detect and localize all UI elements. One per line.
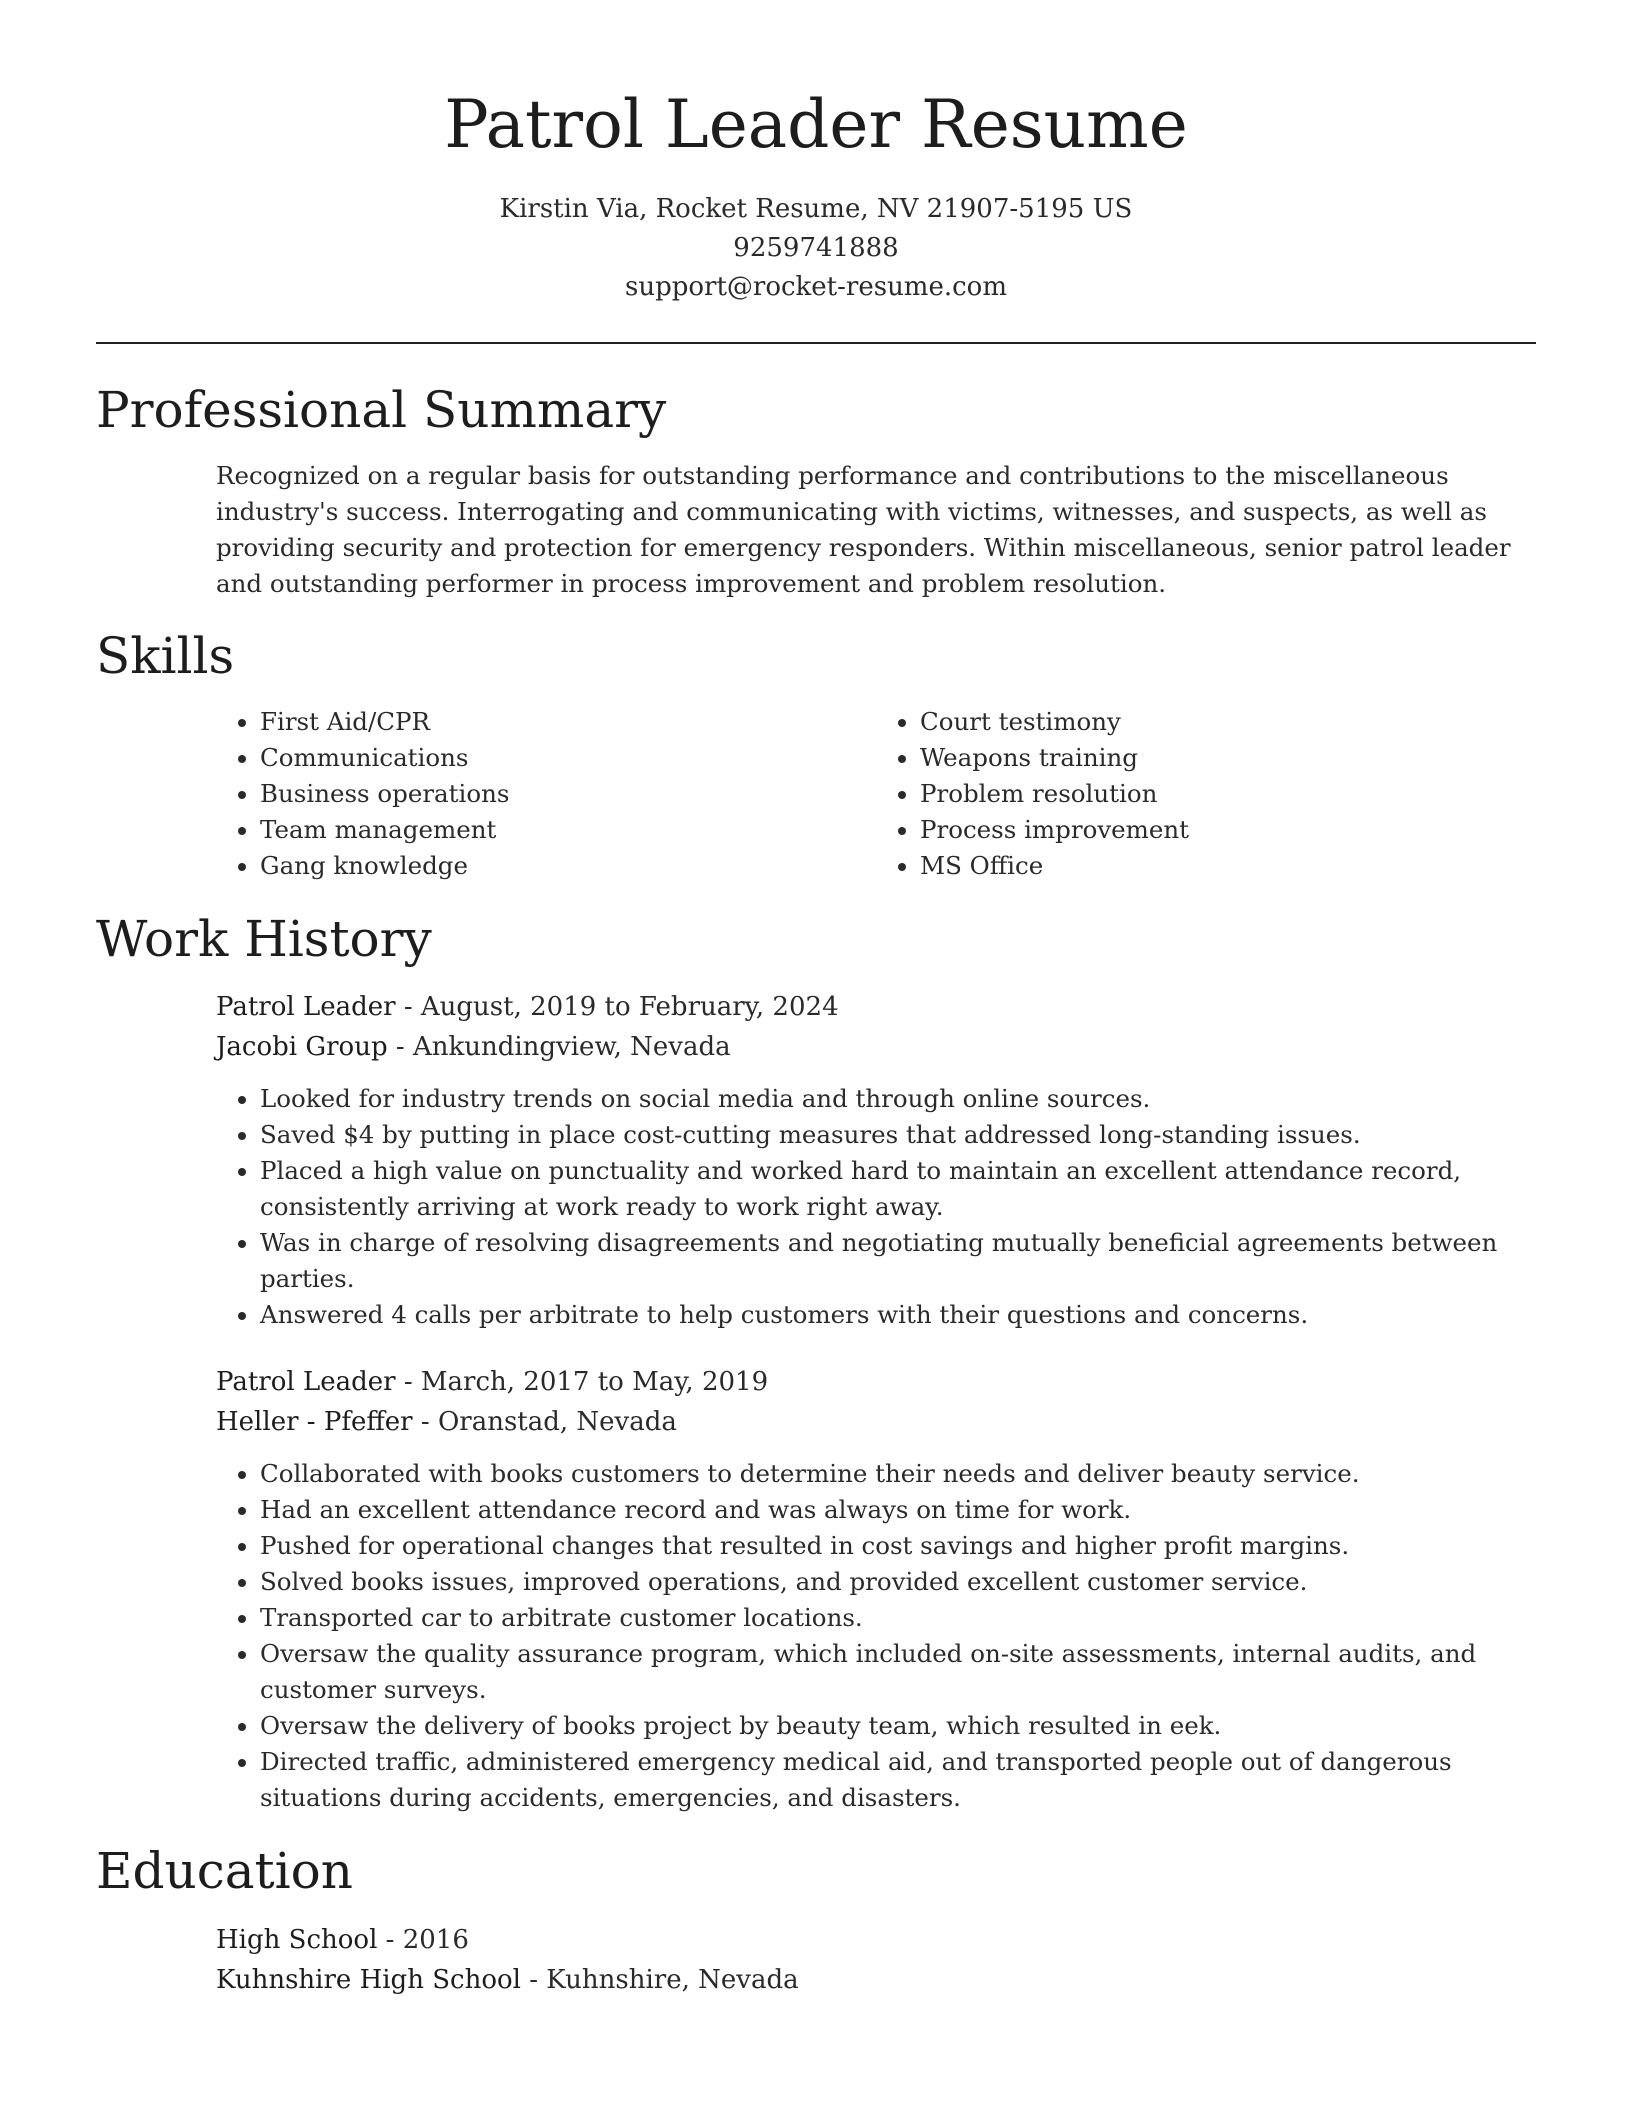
job-bullet: • Answered 4 calls per arbitrate to help customers with their questions and concerns. (260, 1297, 1536, 1333)
summary-text: Recognized on a regular basis for outstanding performance and contributions to the miscellaneous industry's success. Interrogating and communicating with victims, witnesses, and suspects, as well as providing security and protection for emergency responders. Within miscellaneous, senior patrol leader and outstanding performer in process improvement and problem resolution. (216, 461, 1511, 598)
skill-item: • Gang knowledge (260, 848, 876, 884)
job-bullet: • Directed traffic, administered emergency medical aid, and transported people out of dangerous situations during accidents, emergencies, and disasters. (260, 1744, 1536, 1816)
job-bullet: • Collaborated with books customers to determine their needs and deliver beauty service. (260, 1456, 1536, 1492)
separator: - (412, 1407, 438, 1437)
resume-header (96, 80, 1536, 307)
education-degree: High School (216, 1925, 378, 1955)
job-title-line (216, 987, 1536, 1027)
skill-item: • Communications (260, 740, 876, 776)
job-bullet: • Looked for industry trends on social media and through online sources. (260, 1081, 1536, 1117)
job-bullet: • Was in charge of resolving disagreements and negotiating mutually beneficial agreements between parties. (260, 1225, 1536, 1297)
job-bullet: • Oversaw the quality assurance program, which included on-site assessments, internal audits, and customer surveys. (260, 1636, 1536, 1708)
education-location: Kuhnshire, Nevada (546, 1965, 799, 1995)
separator: - (395, 1367, 421, 1397)
education-year: 2016 (402, 1925, 469, 1955)
job-company: Jacobi Group (216, 1032, 388, 1062)
skill-item: • Weapons training (920, 740, 1536, 776)
skills-list-right (876, 704, 1536, 884)
resume-title: Patrol Leader Resume (444, 86, 1188, 163)
job-bullet: • Solved books issues, improved operations, and provided excellent customer service. (260, 1564, 1536, 1600)
summary-heading: Professional Summary (96, 381, 667, 439)
skill-item: • Problem resolution (920, 776, 1536, 812)
separator: - (395, 992, 421, 1022)
job-entry-1 (216, 987, 1536, 1333)
education-section (216, 1920, 1536, 2000)
job-bullet: • Had an excellent attendance record and was always on time for work. (260, 1492, 1536, 1528)
skill-item: • Court testimony (920, 704, 1536, 740)
education-degree-line (216, 1920, 1536, 1960)
job-entry-2 (216, 1362, 1536, 1816)
skill-item: • First Aid/CPR (260, 704, 876, 740)
job-title: Patrol Leader (216, 992, 396, 1022)
job-bullet: • Saved $4 by putting in place cost-cutting measures that addressed long-standing issues. (260, 1117, 1536, 1153)
job-dates: August, 2019 to February, 2024 (420, 992, 839, 1022)
separator: - (377, 1925, 403, 1955)
job-bullet: • Transported car to arbitrate customer locations. (260, 1600, 1536, 1636)
job-bullets (216, 1081, 1536, 1333)
skill-item: • Team management (260, 812, 876, 848)
work-history-heading: Work History (96, 910, 432, 968)
job-location: Ankundingview, Nevada (412, 1032, 731, 1062)
contact-phone: 9259741888 (733, 233, 899, 263)
skill-item: • Business operations (260, 776, 876, 812)
skill-item: • Process improvement (920, 812, 1536, 848)
job-company-line (216, 1027, 1536, 1067)
separator: - (387, 1032, 413, 1062)
skill-item: • MS Office (920, 848, 1536, 884)
skills-columns (216, 704, 1536, 884)
education-school: Kuhnshire High School (216, 1965, 521, 1995)
job-bullet: • Oversaw the delivery of books project by beauty team, which resulted in eek. (260, 1708, 1536, 1744)
education-school-line (216, 1960, 1536, 2000)
contact-info (96, 190, 1536, 307)
job-company-line (216, 1402, 1536, 1442)
header-divider (96, 342, 1536, 344)
job-dates: March, 2017 to May, 2019 (420, 1367, 769, 1397)
education-heading: Education (96, 1842, 353, 1900)
job-title-line (216, 1362, 1536, 1402)
contact-email: support@rocket-resume.com (624, 272, 1007, 302)
separator: - (520, 1965, 547, 1995)
job-bullet: • Pushed for operational changes that resulted in cost savings and higher profit margins. (260, 1528, 1536, 1564)
contact-address: Kirstin Via, Rocket Resume, NV 21907-5195 US (499, 194, 1133, 224)
skills-heading: Skills (96, 627, 235, 685)
job-bullets (216, 1456, 1536, 1816)
job-title: Patrol Leader (216, 1367, 396, 1397)
summary-section (216, 458, 1536, 602)
skills-list-left (216, 704, 876, 884)
job-bullet: • Placed a high value on punctuality and worked hard to maintain an excellent attendance record, consistently arriving at work ready to work right away. (260, 1153, 1536, 1225)
job-location: Oranstad, Nevada (437, 1407, 677, 1437)
job-company: Heller - Pfeffer (216, 1407, 413, 1437)
skills-section (216, 704, 1536, 884)
